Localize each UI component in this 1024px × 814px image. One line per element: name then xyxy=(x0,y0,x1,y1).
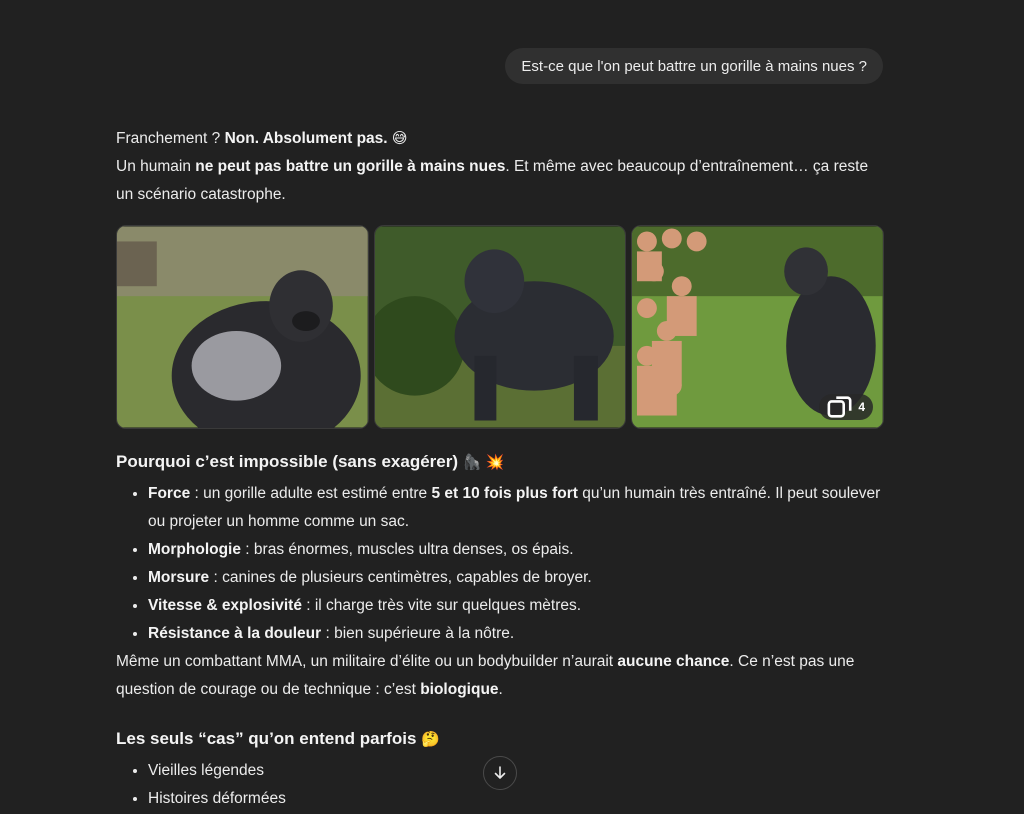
item-bold: Résistance à la douleur xyxy=(148,625,322,642)
para-text: . xyxy=(498,681,503,698)
section1-title-text: Pourquoi c’est impossible (sans exagérer) xyxy=(116,452,459,471)
section2-title xyxy=(116,726,884,753)
item-text: Vieilles légendes xyxy=(148,762,265,779)
list-item xyxy=(148,785,884,813)
list-item xyxy=(148,480,884,536)
arrow-down-icon xyxy=(493,766,507,780)
list-item xyxy=(148,564,884,592)
para-text: . Ce n’est pas une question de courage ou de technique : c’est xyxy=(116,653,855,698)
item-text: Histoires déformées xyxy=(148,790,286,807)
images-stack-icon xyxy=(827,394,853,420)
item-text: : canines de plusieurs centimètres, capables de broyer. xyxy=(209,569,592,586)
user-message-text: Est-ce que l'on peut battre un gorille à mains nues ? xyxy=(521,57,867,75)
thinking-emoji: 🤔 xyxy=(421,731,440,748)
gallery-image-1[interactable] xyxy=(116,225,369,429)
item-bold: Morsure xyxy=(148,569,210,586)
more-images-count: 4 xyxy=(858,400,866,414)
item-bold: 5 et 10 fois plus fort xyxy=(431,485,578,502)
intro2-suffix: . Et même avec beaucoup d’entraînement… ça reste un scénario catastrophe. xyxy=(116,158,869,203)
item-bold: Vitesse & explosivité xyxy=(148,597,302,614)
item-text: qu’un humain très entraîné. Il peut soulever ou projeter un homme comme un sac. xyxy=(148,485,881,530)
section2-title-text: Les seuls “cas” qu’on entend parfois xyxy=(116,729,417,748)
gorilla-explosion-emoji: 🦍 💥 xyxy=(462,454,505,471)
item-bold: Force xyxy=(148,485,191,502)
intro-bold: Non. Absolument pas. xyxy=(224,130,388,147)
image-gallery xyxy=(116,225,884,427)
item-text: : bien supérieure à la nôtre. xyxy=(321,625,515,642)
item-bold: Morphologie xyxy=(148,541,241,558)
list-item xyxy=(148,536,884,564)
scroll-to-bottom-button[interactable] xyxy=(483,756,517,790)
user-message-bubble xyxy=(505,48,883,84)
list-item xyxy=(148,620,884,648)
section1-title xyxy=(116,449,884,476)
gorilla-image-icon xyxy=(117,226,368,428)
intro-line-2 xyxy=(116,153,884,209)
para-bold: biologique xyxy=(420,681,499,698)
intro2-bold: ne peut pas battre un gorille à mains nues xyxy=(195,158,506,175)
sweat-smile-emoji: 😅 xyxy=(391,130,408,147)
more-images-badge[interactable] xyxy=(819,394,873,420)
para-text: Même un combattant MMA, un militaire d’élite ou un bodybuilder n’aurait xyxy=(116,653,618,670)
intro-line-1 xyxy=(116,125,884,153)
assistant-response xyxy=(116,125,884,813)
gallery-image-3[interactable] xyxy=(631,225,884,429)
gallery-image-2[interactable] xyxy=(374,225,627,429)
item-text: : un gorille adulte est estimé entre xyxy=(190,485,432,502)
intro-text: Franchement ? xyxy=(116,130,225,147)
list-item xyxy=(148,592,884,620)
para-bold: aucune chance xyxy=(617,653,730,670)
gorilla-image-icon xyxy=(375,226,626,428)
section1-list xyxy=(116,480,884,648)
intro2-text: Un humain xyxy=(116,158,196,175)
item-text: : il charge très vite sur quelques mètres. xyxy=(301,597,582,614)
conclusion-paragraph xyxy=(116,648,884,704)
item-text: : bras énormes, muscles ultra denses, os épais. xyxy=(241,541,574,558)
